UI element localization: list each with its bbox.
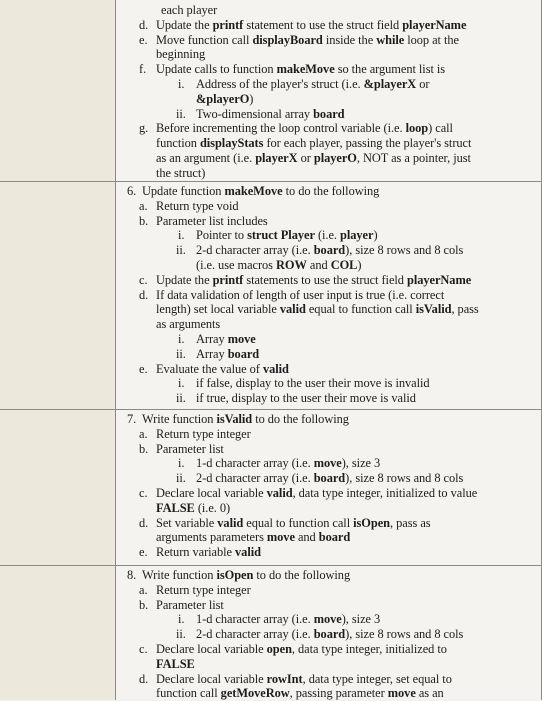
list-text: Update the printf statements to use the struct field playerName (156, 272, 472, 287)
list-text: Two-dimensional array board (196, 106, 345, 121)
list-text: Parameter list includes (156, 213, 268, 228)
list-text: if true, display to the user their move is valid (196, 391, 416, 406)
bold-term: displayBoard (252, 32, 323, 47)
bold-term: printf (212, 272, 244, 287)
list-text: Parameter list (156, 441, 224, 456)
list-text: Return variable valid (156, 545, 261, 560)
list-marker: b. (139, 441, 149, 456)
list-marker: i. (178, 612, 185, 627)
bold-term: board (313, 243, 346, 258)
list-text: If data validation of length of user input is true (i.e. correct (156, 287, 445, 302)
bold-term: board (318, 530, 351, 545)
bold-term: isOpen (216, 568, 254, 582)
bold-term: board (313, 106, 345, 121)
list-marker: ii. (176, 106, 186, 121)
list-text: Array move (196, 332, 256, 346)
list-text: (i.e. use macros ROW and COL) (196, 258, 362, 272)
list-marker: f. (139, 62, 147, 77)
row-divider (0, 181, 542, 182)
bold-term: valid (262, 361, 289, 376)
bold-term: playerO (313, 151, 357, 165)
bold-term: move (227, 332, 256, 346)
bold-term: playerName (402, 17, 467, 32)
row-divider (0, 409, 542, 410)
list-text: Evaluate the value of valid (156, 361, 289, 376)
bold-term: move (313, 456, 342, 471)
list-text: 1-d character array (i.e. move), size 3 (196, 612, 381, 627)
bold-term: &playerO (196, 91, 250, 106)
list-text: Address of the player's struct (i.e. &playerX or (196, 77, 430, 91)
list-text: Declare local variable rowInt, data type integer, set equal to (156, 671, 452, 686)
list-marker: ii. (176, 471, 186, 486)
list-marker: 8. (127, 568, 137, 582)
bold-term: valid (279, 302, 306, 317)
bold-term: open (266, 642, 292, 656)
list-text: 2-d character array (i.e. board), size 8 rows and 8 cols (196, 243, 464, 258)
bold-term: board (313, 471, 346, 486)
list-marker: d. (139, 17, 149, 32)
bold-term: board (227, 346, 260, 361)
bold-term: makeMove (224, 184, 283, 198)
bold-term: makeMove (276, 62, 335, 77)
bold-term: ROW (276, 258, 307, 272)
list-text: Write function isValid to do the following (142, 412, 349, 426)
bold-term: playerX (255, 151, 298, 165)
list-text: beginning (156, 47, 206, 62)
list-text: FALSE (i.e. 0) (156, 500, 231, 515)
bold-term: FALSE (156, 656, 195, 671)
bold-term: valid (217, 515, 244, 530)
list-marker: b. (139, 213, 149, 228)
bold-term: FALSE (156, 500, 195, 515)
bold-term: COL (330, 258, 358, 272)
list-text: Declare local variable open, data type integer, initialized to (156, 642, 447, 656)
list-marker: c. (139, 272, 148, 287)
list-text: Set variable valid equal to function call isOpen, pass as (156, 515, 431, 530)
list-marker: d. (139, 515, 149, 530)
table-label-cell (0, 182, 116, 409)
list-text: Pointer to struct Player (i.e. player) (196, 228, 378, 243)
list-marker: ii. (176, 346, 186, 361)
list-text: Declare local variable valid, data type integer, initialized to value (156, 486, 478, 500)
list-text: Before incrementing the loop control variable (i.e. loop) call (156, 121, 453, 136)
list-text: function displayStats for each player, passing the player's struct (156, 136, 472, 151)
list-marker: a. (139, 198, 148, 213)
list-text: Update the printf statement to use the struct field playerName (156, 17, 467, 32)
list-text: function call getMoveRow, passing parameter move as an (156, 686, 444, 701)
list-text: if false, display to the user their move is invalid (196, 376, 430, 391)
list-marker: i. (178, 77, 185, 91)
row-divider (0, 565, 542, 566)
bold-term: while (376, 32, 405, 47)
list-text: Update calls to function makeMove so the argument list is (156, 62, 446, 77)
list-text: Update function makeMove to do the following (142, 184, 380, 198)
list-text: as an argument (i.e. playerX or playerO, NOT as a pointer, just (156, 151, 471, 165)
list-text: Parameter list (156, 597, 224, 612)
bold-term: move (387, 686, 416, 701)
list-marker: i. (178, 376, 185, 391)
bold-term: valid (235, 545, 261, 560)
list-marker: i. (178, 456, 185, 471)
list-text: length) set local variable valid equal to function call isValid, pass (156, 302, 479, 317)
list-text: Return type void (156, 198, 239, 213)
list-marker: c. (139, 642, 148, 656)
list-marker: c. (139, 486, 148, 500)
list-text: 1-d character array (i.e. move), size 3 (196, 456, 381, 471)
bold-term: struct Player (247, 228, 315, 243)
list-text: Array board (196, 346, 260, 361)
list-marker: d. (139, 671, 149, 686)
list-text: the struct) (156, 165, 206, 180)
bold-term: getMoveRow (220, 686, 290, 701)
table-label-cell (0, 566, 116, 700)
list-marker: e. (139, 361, 148, 376)
list-text: 2-d character array (i.e. board), size 8 rows and 8 cols (196, 471, 464, 486)
bold-term: player (340, 228, 374, 243)
list-marker: i. (178, 332, 185, 346)
list-marker: a. (139, 426, 148, 441)
bold-term: playerName (406, 272, 472, 287)
bold-term: move (266, 530, 295, 545)
list-marker: g. (139, 121, 149, 136)
bold-term: move (313, 612, 342, 627)
list-marker: 6. (127, 184, 137, 198)
list-marker: i. (178, 228, 185, 243)
list-marker: ii. (176, 391, 186, 406)
list-marker: d. (139, 287, 149, 302)
table-label-cell (0, 0, 116, 181)
list-text: Move function call displayBoard inside the while loop at the (156, 32, 459, 47)
list-text: &playerO) (196, 91, 254, 106)
list-marker: 7. (127, 412, 137, 426)
bold-term: printf (212, 17, 244, 32)
bold-term: rowInt (266, 671, 303, 686)
table-label-cell (0, 410, 116, 565)
list-text (156, 657, 195, 672)
bold-term: displayStats (199, 136, 264, 151)
bold-term: valid (266, 486, 293, 500)
bold-term: isOpen (353, 515, 391, 530)
list-marker: b. (139, 597, 149, 612)
bold-term: isValid (216, 412, 253, 426)
list-text: as arguments (156, 317, 221, 332)
bold-term: loop (405, 121, 429, 136)
list-marker: e. (139, 545, 148, 560)
list-marker: ii. (176, 243, 186, 258)
list-text: Return type integer (156, 426, 251, 441)
list-text: 2-d character array (i.e. board), size 8 rows and 8 cols (196, 627, 464, 642)
bold-term: board (313, 627, 346, 642)
list-text: Write function isOpen to do the following (142, 568, 351, 582)
bold-term: &playerX (363, 77, 417, 91)
list-text: arguments parameters move and board (156, 530, 351, 545)
list-text: Return type integer (156, 582, 251, 597)
list-marker: e. (139, 32, 148, 47)
list-text: each player (161, 3, 218, 17)
bold-term: isValid (415, 302, 452, 317)
list-marker: ii. (176, 627, 186, 642)
list-marker: a. (139, 582, 148, 597)
